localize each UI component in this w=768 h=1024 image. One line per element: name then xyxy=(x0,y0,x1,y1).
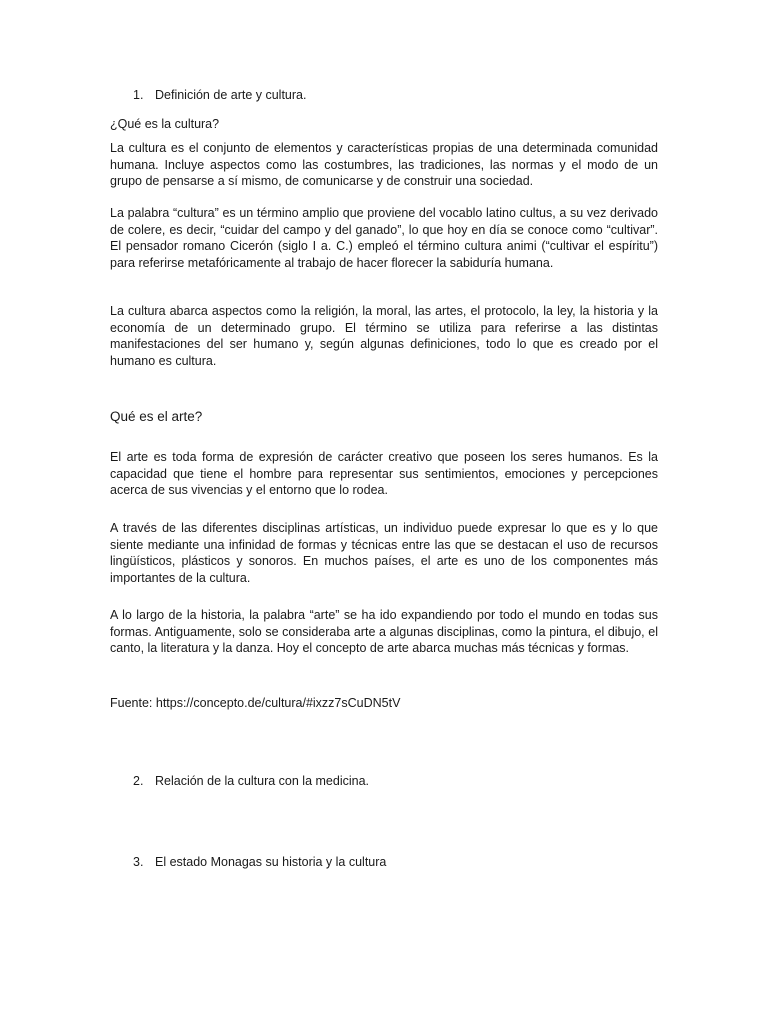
arte-paragraph-1: El arte es toda forma de expresión de carácter creativo que poseen los seres humanos. Es la capacidad que tiene el hombre para representar sus sentimientos, emociones y percepciones acerca de sus vivencias y el entorno que lo rodea. xyxy=(110,450,658,498)
list-number: 3. xyxy=(133,855,144,869)
source-line: Fuente: https://concepto.de/cultura/#ixzz7sCuDN5tV xyxy=(110,696,401,710)
cultura-question: ¿Qué es la cultura? xyxy=(110,117,220,131)
list-number: 2. xyxy=(133,774,144,788)
cultura-paragraph-1: La cultura es el conjunto de elementos y características propias de una determinada comunidad humana. Incluye aspectos como las costumbres, las tradiciones, las normas y el modo de un grupo de pensarse a sí mismo, de comunicarse y de construir una sociedad. xyxy=(110,141,658,189)
cultura-paragraph-2: La palabra “cultura” es un término amplio que proviene del vocablo latino cultus, a su vez derivado de colere, es decir, “cuidar del campo y del ganado”, lo que hoy en día se conoce como “cultivar”. El pensador romano Cicerón (siglo I a. C.) empleó el término cultura animi (“cultivar el espíritu”) para referirse metafóricamente al trabajo de hacer florecer la sabiduría humana. xyxy=(110,206,658,271)
list-item-1 xyxy=(133,88,306,102)
arte-heading: Qué es el arte? xyxy=(110,409,203,424)
list-item-text: El estado Monagas su historia y la cultura xyxy=(155,855,387,869)
list-item-2 xyxy=(133,774,369,788)
cultura-paragraph-3: La cultura abarca aspectos como la religión, la moral, las artes, el protocolo, la ley, la historia y la economía de un determinado grupo. El término se utiliza para referirse a las distintas manifestaciones del ser humano y, según algunas definiciones, todo lo que es creado por el humano es cultura. xyxy=(110,304,658,369)
list-item-3 xyxy=(133,855,386,869)
list-item-text: Relación de la cultura con la medicina. xyxy=(155,774,370,788)
list-number: 1. xyxy=(133,88,144,102)
list-item-text: Definición de arte y cultura. xyxy=(155,88,307,102)
arte-paragraph-2: A través de las diferentes disciplinas artísticas, un individuo puede expresar lo que es y lo que siente mediante una infinidad de formas y técnicas entre las que se destacan el uso de recursos lingüísticos, plásticos y sonoros. En muchos países, el arte es uno de los componentes más importantes de la cultura. xyxy=(110,521,658,586)
arte-paragraph-3: A lo largo de la historia, la palabra “arte” se ha ido expandiendo por todo el mundo en todas sus formas. Antiguamente, solo se consideraba arte a algunas disciplinas, como la pintura, el dibujo, el canto, la literatura y la danza. Hoy el concepto de arte abarca muchas más técnicas y formas. xyxy=(110,608,658,656)
